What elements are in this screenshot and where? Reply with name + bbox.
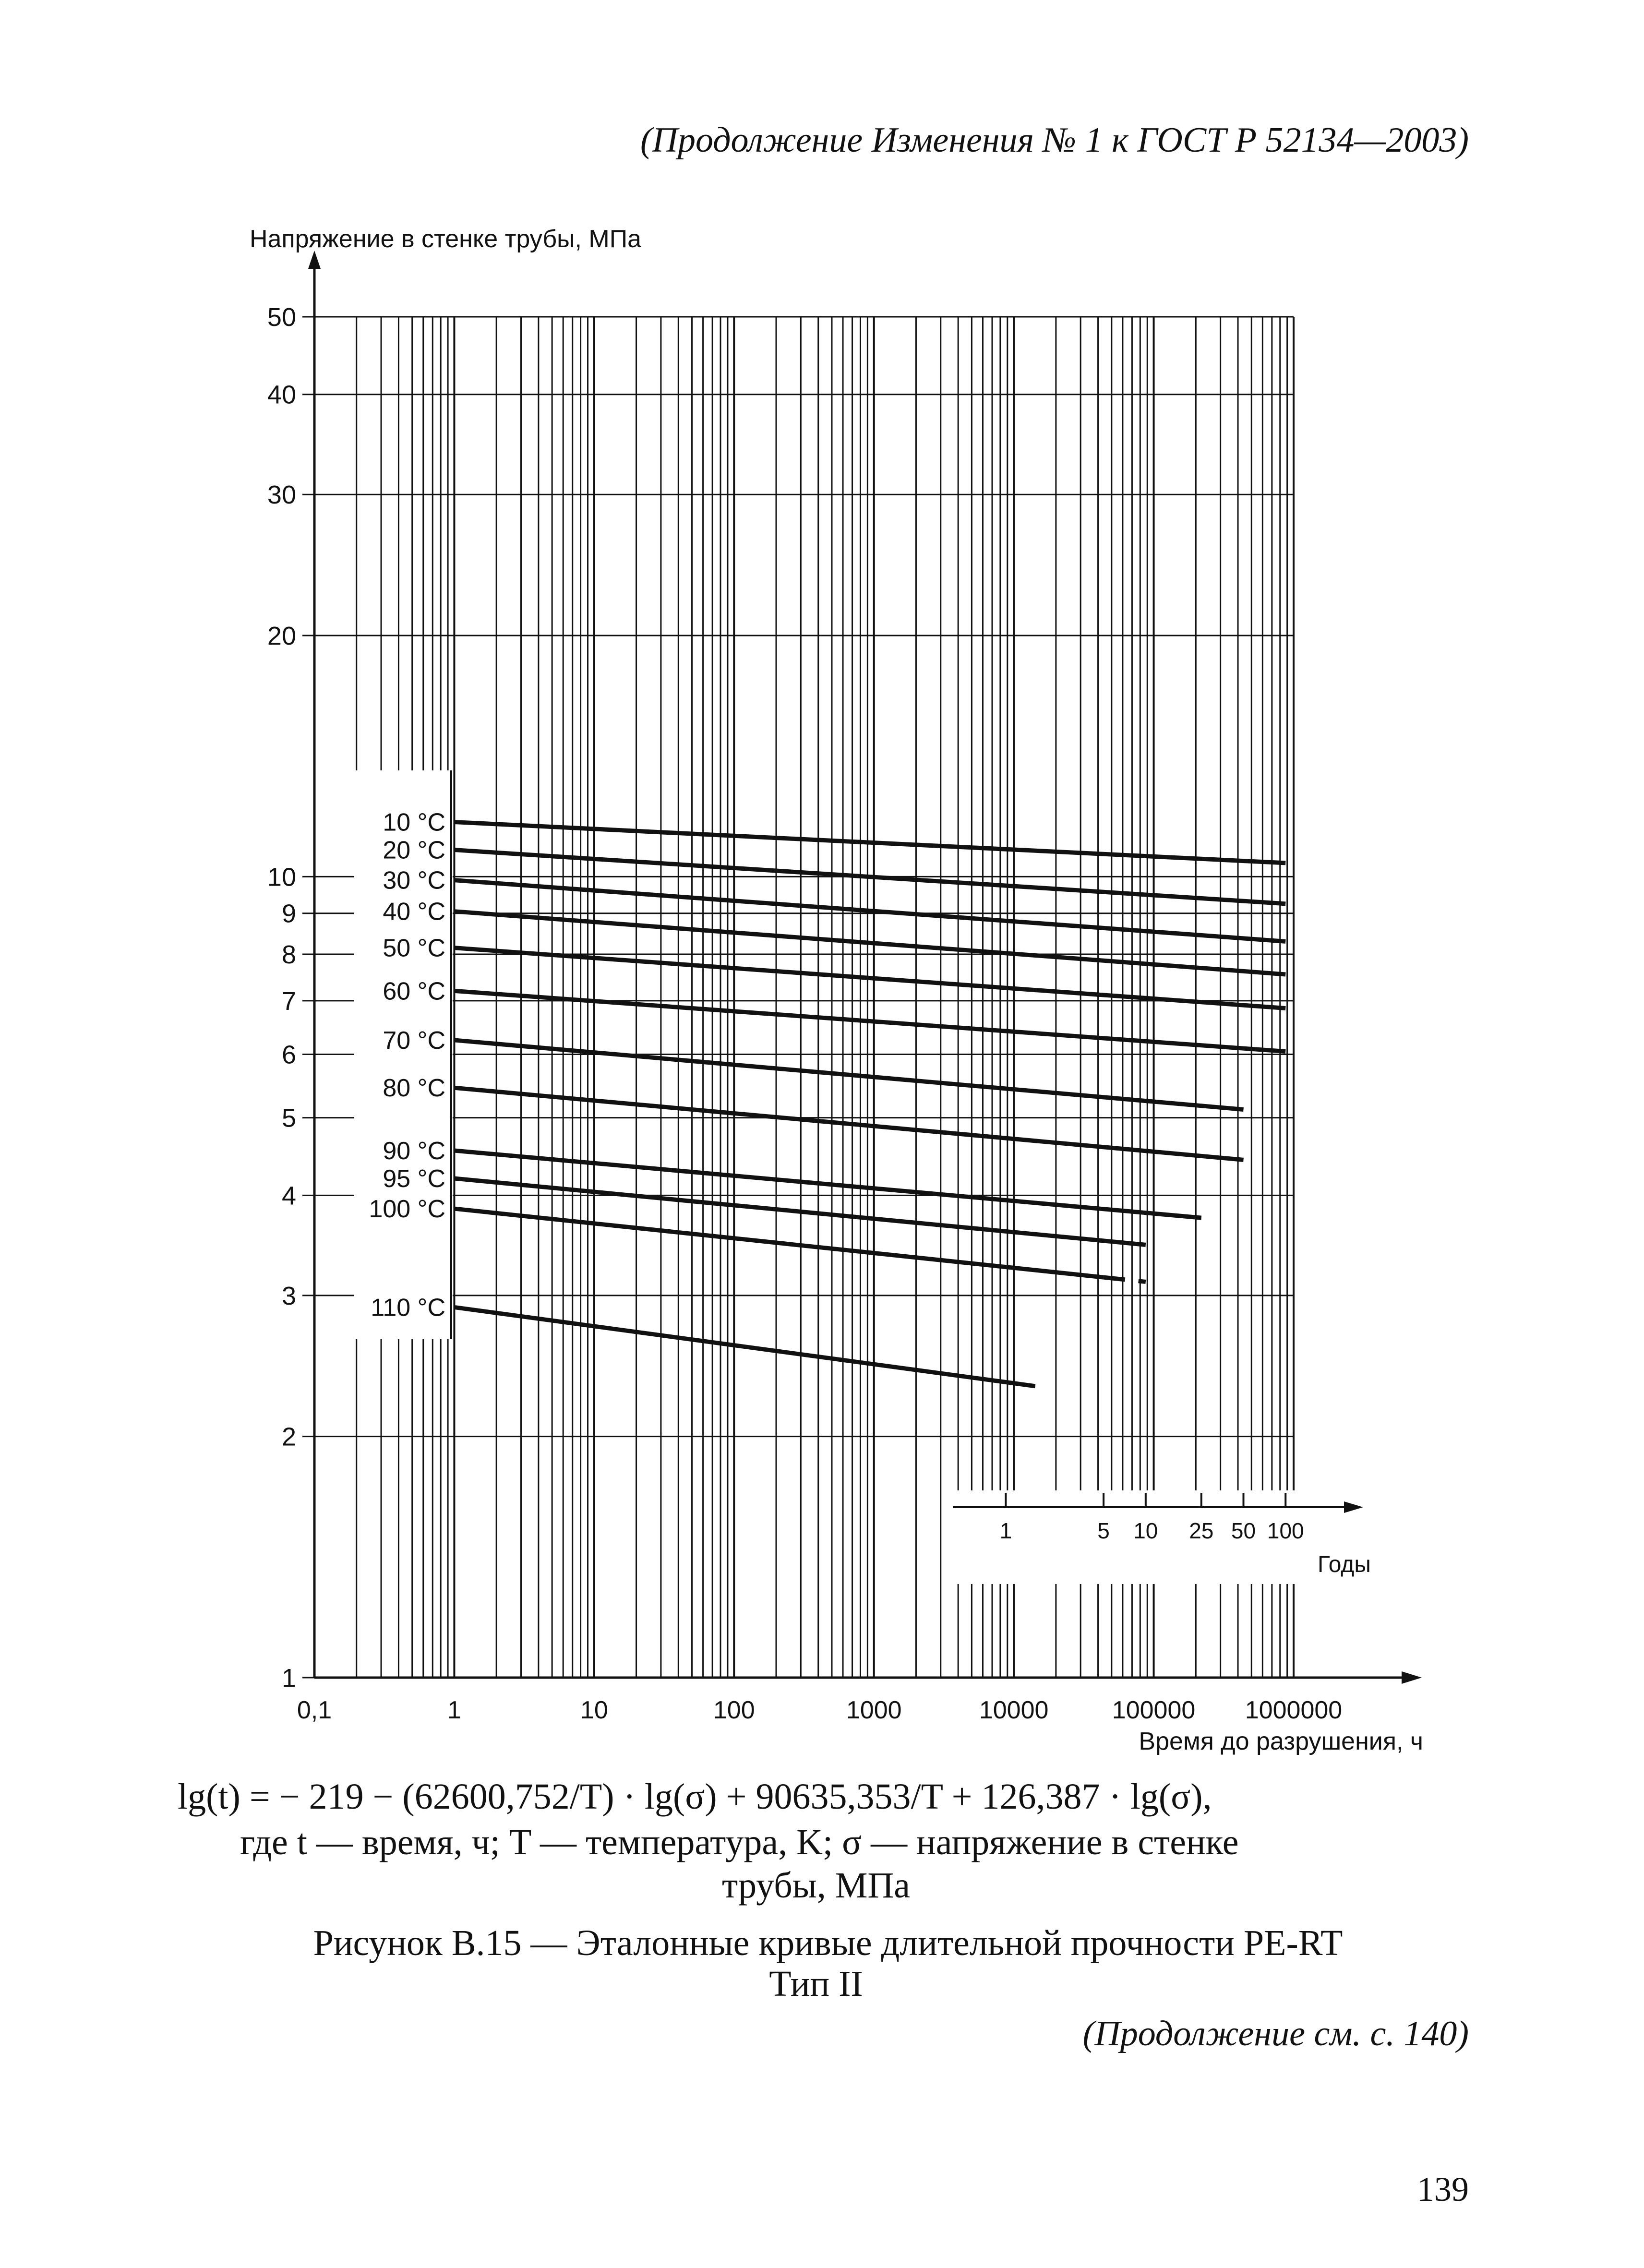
y-tick-label: 7 [281, 986, 296, 1016]
series-label: 40 °C [383, 898, 445, 926]
years-axis-arrow [1344, 1501, 1363, 1513]
series-line [454, 880, 1285, 942]
x-axis-label: Время до разрушения, ч [1139, 1728, 1423, 1755]
y-tick-label: 9 [281, 899, 296, 928]
y-tick-label: 40 [267, 380, 296, 409]
series-label: 70 °C [383, 1026, 445, 1055]
y-tick-label: 3 [281, 1281, 296, 1310]
years-tick-label: 100 [1267, 1518, 1304, 1543]
x-tick-label: 1 [447, 1696, 461, 1724]
x-axis-arrow [1402, 1671, 1422, 1684]
x-tick-label: 1000000 [1245, 1696, 1343, 1724]
years-tick-label: 1 [999, 1518, 1012, 1543]
series-label: 95 °C [383, 1165, 445, 1193]
y-tick-label: 8 [281, 940, 296, 970]
series-label: 80 °C [383, 1074, 445, 1103]
formula-explanation-line2: трубы, МПа [721, 1865, 911, 1906]
x-tick-label: 0,1 [297, 1696, 332, 1724]
y-tick-label: 5 [281, 1104, 296, 1133]
y-tick-label: 50 [267, 303, 296, 332]
y-tick-label: 20 [267, 622, 296, 651]
y-tick-label: 2 [281, 1422, 296, 1452]
years-tick-label: 5 [1097, 1518, 1110, 1543]
series-label: 110 °C [371, 1294, 445, 1322]
series-label: 100 °C [369, 1195, 445, 1224]
figure-caption: Рисунок В.15 — Эталонные кривые длительной прочности PE-RT [313, 1923, 1343, 1963]
y-tick-label: 1 [281, 1664, 296, 1692]
series-label: 30 °C [383, 866, 445, 895]
y-tick-label: 6 [281, 1040, 296, 1069]
years-tick-label: 50 [1231, 1518, 1256, 1543]
formula-explanation-line1: где t — время, ч; T — температура, K; σ — напряжение в стенке [240, 1822, 1239, 1862]
series-line [454, 1178, 1145, 1245]
header-note: (Продолжение Изменения № 1 к ГОСТ Р 52134—2003) [640, 120, 1469, 160]
y-tick-label: 4 [281, 1181, 296, 1211]
chart-axes [308, 251, 1422, 1684]
series-label: 60 °C [383, 977, 445, 1006]
x-tick-label: 10 [580, 1696, 608, 1724]
years-axis-label: Годы [1318, 1552, 1371, 1577]
series-label: 10 °C [383, 808, 445, 837]
series-label: 20 °C [383, 836, 445, 864]
series-label-panel [354, 770, 1315, 1584]
figure-caption-type: Тип II [769, 1964, 863, 2004]
y-axis-label: Напряжение в стенке трубы, МПа [250, 225, 642, 253]
series-label: 90 °C [383, 1137, 445, 1165]
series-line-extrapolated [1104, 1277, 1146, 1282]
series-line [454, 1151, 1201, 1218]
footer-note: (Продолжение см. с. 140) [1082, 2014, 1469, 2053]
x-tick-label: 100000 [1112, 1696, 1196, 1724]
y-tick-label: 30 [267, 480, 296, 510]
formula: lg(t) = − 219 − (62600,752/T) · lg(σ) + 90635,353/T + 126,387 · lg(σ), [178, 1776, 1212, 1817]
years-tick-label: 10 [1133, 1518, 1158, 1543]
series-label: 50 °C [383, 934, 445, 962]
x-tick-label: 10000 [979, 1696, 1049, 1724]
page-number: 139 [1417, 2170, 1469, 2208]
x-tick-label: 100 [713, 1696, 755, 1724]
years-tick-label: 25 [1189, 1518, 1214, 1543]
y-tick-label: 10 [267, 863, 296, 892]
x-tick-label: 1000 [846, 1696, 902, 1724]
y-axis-arrow [308, 251, 321, 269]
series-line-extrapolated [1014, 1383, 1048, 1388]
series-line [454, 912, 1285, 974]
chart-series [369, 809, 1285, 1388]
